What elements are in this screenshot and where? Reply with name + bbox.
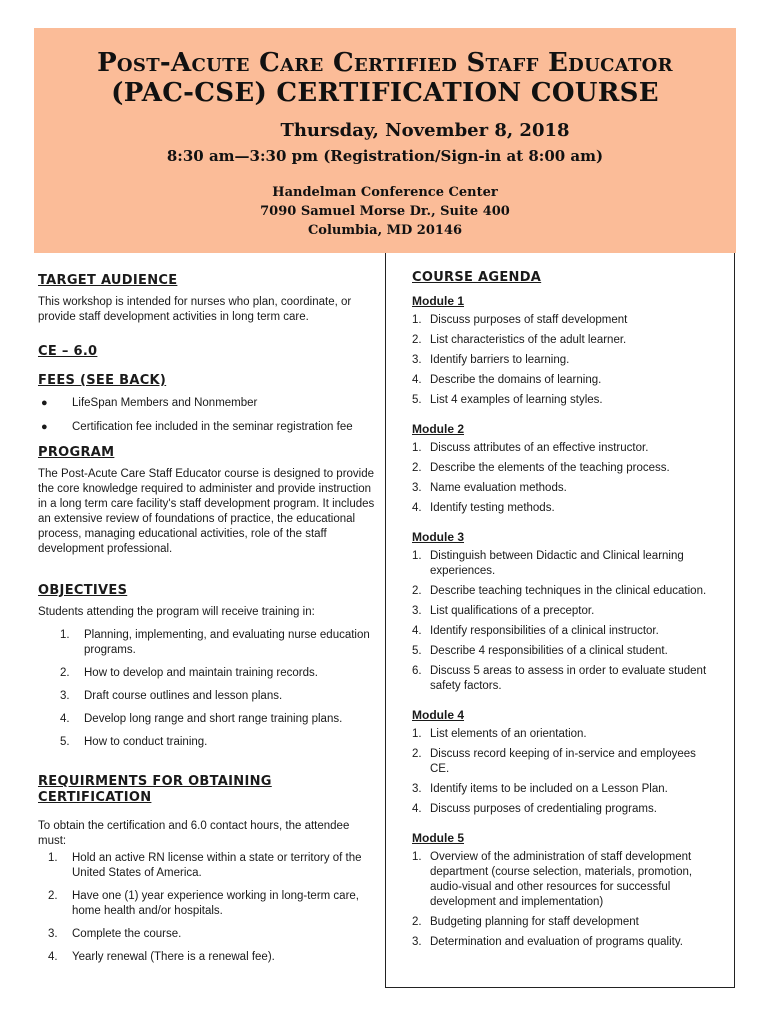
list-item	[412, 501, 712, 516]
agenda-item-text: Describe teaching techniques in the clinical education.	[430, 585, 707, 597]
item-number: 1.	[412, 851, 422, 863]
agenda-item-text: Describe 4 responsibilities of a clinical student.	[430, 645, 668, 657]
bullet-icon: ●	[41, 397, 48, 409]
venue-name: Handelman Conference Center	[272, 185, 498, 200]
list-item: 4. Develop long range and short range training plans.	[60, 713, 343, 725]
agenda-item-text: List elements of an orientation.	[430, 728, 587, 740]
agenda-item-text: Discuss 5 areas to assess in order to evaluate student safety factors.	[430, 665, 707, 692]
fee-item-text: Certification fee included in the seminar registration fee	[72, 421, 353, 433]
agenda-item-text: Distinguish between Didactic and Clinical learning experiences.	[430, 550, 684, 577]
left-column	[38, 273, 380, 973]
venue-address: 7090 Samuel Morse Dr., Suite 400	[260, 204, 510, 219]
page-title	[34, 48, 736, 108]
fees-list	[38, 396, 380, 435]
item-number: 2.	[412, 334, 422, 346]
requirements-heading-line-1: REQUIRMENTS FOR OBTAINING	[38, 774, 272, 789]
list-item	[412, 549, 712, 579]
list-item	[412, 333, 712, 348]
module-items	[412, 549, 712, 694]
item-number: 3.	[412, 783, 422, 795]
item-number: 3.	[412, 354, 422, 366]
venue-block	[34, 183, 736, 240]
list-item	[38, 396, 380, 411]
item-number: 6.	[412, 665, 422, 677]
objective-text: Draft course outlines and lesson plans.	[84, 690, 283, 702]
agenda-item-text: Overview of the administration of staff development department (course selection, materials, promotion, audio-visual and other resources for successful development and implementation)	[430, 851, 693, 908]
module-title: Module 5	[412, 831, 465, 845]
item-number: 3.	[412, 605, 422, 617]
target-audience-heading: TARGET AUDIENCE	[38, 273, 178, 288]
agenda-item-text: Identify items to be included on a Lesson Plan.	[430, 783, 668, 795]
agenda-item-text: List 4 examples of learning styles.	[430, 394, 603, 406]
header-banner	[34, 28, 736, 253]
item-number: 4.	[412, 625, 422, 637]
requirement-text: Complete the course.	[72, 928, 182, 940]
agenda-modules	[412, 294, 712, 950]
requirement-text: Have one (1) year experience working in long-term care, home health and/or hospitals.	[72, 890, 359, 917]
list-item	[412, 441, 712, 456]
item-number: 1.	[412, 314, 422, 326]
objectives-list	[38, 628, 380, 750]
event-time: 8:30 am—3:30 pm (Registration/Sign-in at 8:00 am)	[166, 147, 604, 165]
agenda-heading: COURSE AGENDA	[412, 270, 542, 285]
list-item	[412, 782, 712, 797]
list-item	[412, 624, 712, 639]
list-item	[412, 393, 712, 408]
objective-text: How to conduct training.	[84, 736, 208, 748]
agenda-item-text: Discuss purposes of staff development	[430, 314, 628, 326]
agenda-item-text: List characteristics of the adult learner.	[430, 334, 627, 346]
module-items	[412, 850, 712, 950]
agenda-item-text: Discuss purposes of credentialing programs.	[430, 803, 657, 815]
venue-city: Columbia, MD 20146	[307, 223, 463, 238]
list-item	[412, 915, 712, 930]
item-number: 2.	[412, 916, 422, 928]
module-title: Module 1	[412, 294, 465, 308]
list-item	[412, 353, 712, 368]
agenda-module	[412, 530, 712, 694]
agenda-module	[412, 708, 712, 817]
list-item	[412, 935, 712, 950]
agenda-module	[412, 294, 712, 408]
list-item	[412, 747, 712, 777]
list-item	[412, 644, 712, 659]
agenda-item-text: Describe the elements of the teaching process.	[430, 462, 670, 474]
list-item: 1. Planning, implementing, and evaluating nurse education programs.	[60, 629, 370, 656]
requirements-heading	[38, 774, 380, 806]
module-title: Module 2	[412, 422, 465, 436]
item-number: 1.	[412, 550, 422, 562]
item-number: 2.	[412, 462, 422, 474]
objective-text: Develop long range and short range training plans.	[84, 713, 343, 725]
list-item	[412, 461, 712, 476]
item-number: 2.	[412, 748, 422, 760]
agenda-module	[412, 831, 712, 950]
list-item	[412, 802, 712, 817]
list-item: 2. Have one (1) year experience working in long-term care, home health and/or hospitals.	[48, 890, 359, 917]
agenda-module	[412, 422, 712, 516]
list-item	[412, 313, 712, 328]
bullet-icon: ●	[41, 421, 48, 433]
list-item	[38, 420, 380, 435]
fees-heading: FEES (SEE BACK)	[38, 373, 167, 388]
requirements-list	[38, 851, 380, 965]
list-item	[412, 481, 712, 496]
ce-heading: CE – 6.0	[38, 344, 98, 359]
item-number: 2.	[412, 585, 422, 597]
requirements-heading-line-2: CERTIFICATION	[38, 790, 152, 805]
list-item: 3. Complete the course.	[48, 928, 182, 940]
item-number: 5.	[412, 645, 422, 657]
item-number: 1.	[412, 442, 422, 454]
right-column	[412, 270, 712, 955]
requirement-text: Yearly renewal (There is a renewal fee).	[72, 951, 275, 963]
list-item: 3. Draft course outlines and lesson plans.	[60, 690, 283, 702]
agenda-item-text: Identify responsibilities of a clinical instructor.	[430, 625, 659, 637]
item-number: 4.	[412, 803, 422, 815]
module-items	[412, 727, 712, 817]
agenda-item-text: Identify barriers to learning.	[430, 354, 570, 366]
objectives-intro: Students attending the program will receive training in:	[38, 606, 315, 618]
module-items	[412, 313, 712, 408]
agenda-item-text: Identify testing methods.	[430, 502, 555, 514]
item-number: 1.	[412, 728, 422, 740]
agenda-item-text: Describe the domains of learning.	[430, 374, 602, 386]
requirement-text: Hold an active RN license within a state or territory of the United States of America.	[72, 852, 362, 879]
list-item	[412, 850, 712, 910]
module-items	[412, 441, 712, 516]
title-line-2: (PAC-CSE) CERTIFICATION COURSE	[111, 78, 659, 108]
list-item: 4. Yearly renewal (There is a renewal fee).	[48, 951, 275, 963]
item-number: 5.	[412, 394, 422, 406]
event-date: Thursday, November 8, 2018	[280, 120, 570, 141]
list-item	[412, 727, 712, 742]
program-text: The Post-Acute Care Staff Educator course is designed to provide the core knowledge required to administer and provide instruction in a long term care facility's staff development program. It includes an extensive review of foundations of practice, the educational process, managing educational activities, role of the staff development professional.	[38, 468, 375, 555]
fee-item-text: LifeSpan Members and Nonmember	[72, 397, 258, 409]
title-line-1: Post-Acute Care Certified Staff Educator	[97, 48, 673, 78]
objective-text: How to develop and maintain training records.	[84, 667, 318, 679]
item-number: 3.	[412, 482, 422, 494]
objective-text: Planning, implementing, and evaluating nurse education programs.	[84, 629, 370, 656]
target-audience-text: This workshop is intended for nurses who plan, coordinate, or provide staff development activities in long term care.	[38, 296, 352, 323]
item-number: 4.	[412, 502, 422, 514]
requirements-intro: To obtain the certification and 6.0 contact hours, the attendee must:	[38, 820, 350, 847]
program-heading: PROGRAM	[38, 445, 115, 460]
agenda-item-text: List qualifications of a preceptor.	[430, 605, 595, 617]
list-item	[412, 584, 712, 599]
list-item: 2. How to develop and maintain training records.	[60, 667, 318, 679]
module-title: Module 3	[412, 530, 465, 544]
module-title: Module 4	[412, 708, 465, 722]
agenda-item-text: Budgeting planning for staff development	[430, 916, 639, 928]
item-number: 4.	[412, 374, 422, 386]
list-item	[412, 664, 712, 694]
list-item	[412, 373, 712, 388]
objectives-heading: OBJECTIVES	[38, 583, 128, 598]
agenda-item-text: Discuss attributes of an effective instructor.	[430, 442, 649, 454]
item-number: 3.	[412, 936, 422, 948]
list-item	[412, 604, 712, 619]
agenda-item-text: Determination and evaluation of programs quality.	[430, 936, 683, 948]
list-item: 1. Hold an active RN license within a state or territory of the United States of America.	[48, 852, 362, 879]
agenda-item-text: Name evaluation methods.	[430, 482, 567, 494]
list-item: 5. How to conduct training.	[60, 736, 208, 748]
agenda-item-text: Discuss record keeping of in-service and employees CE.	[430, 748, 696, 775]
